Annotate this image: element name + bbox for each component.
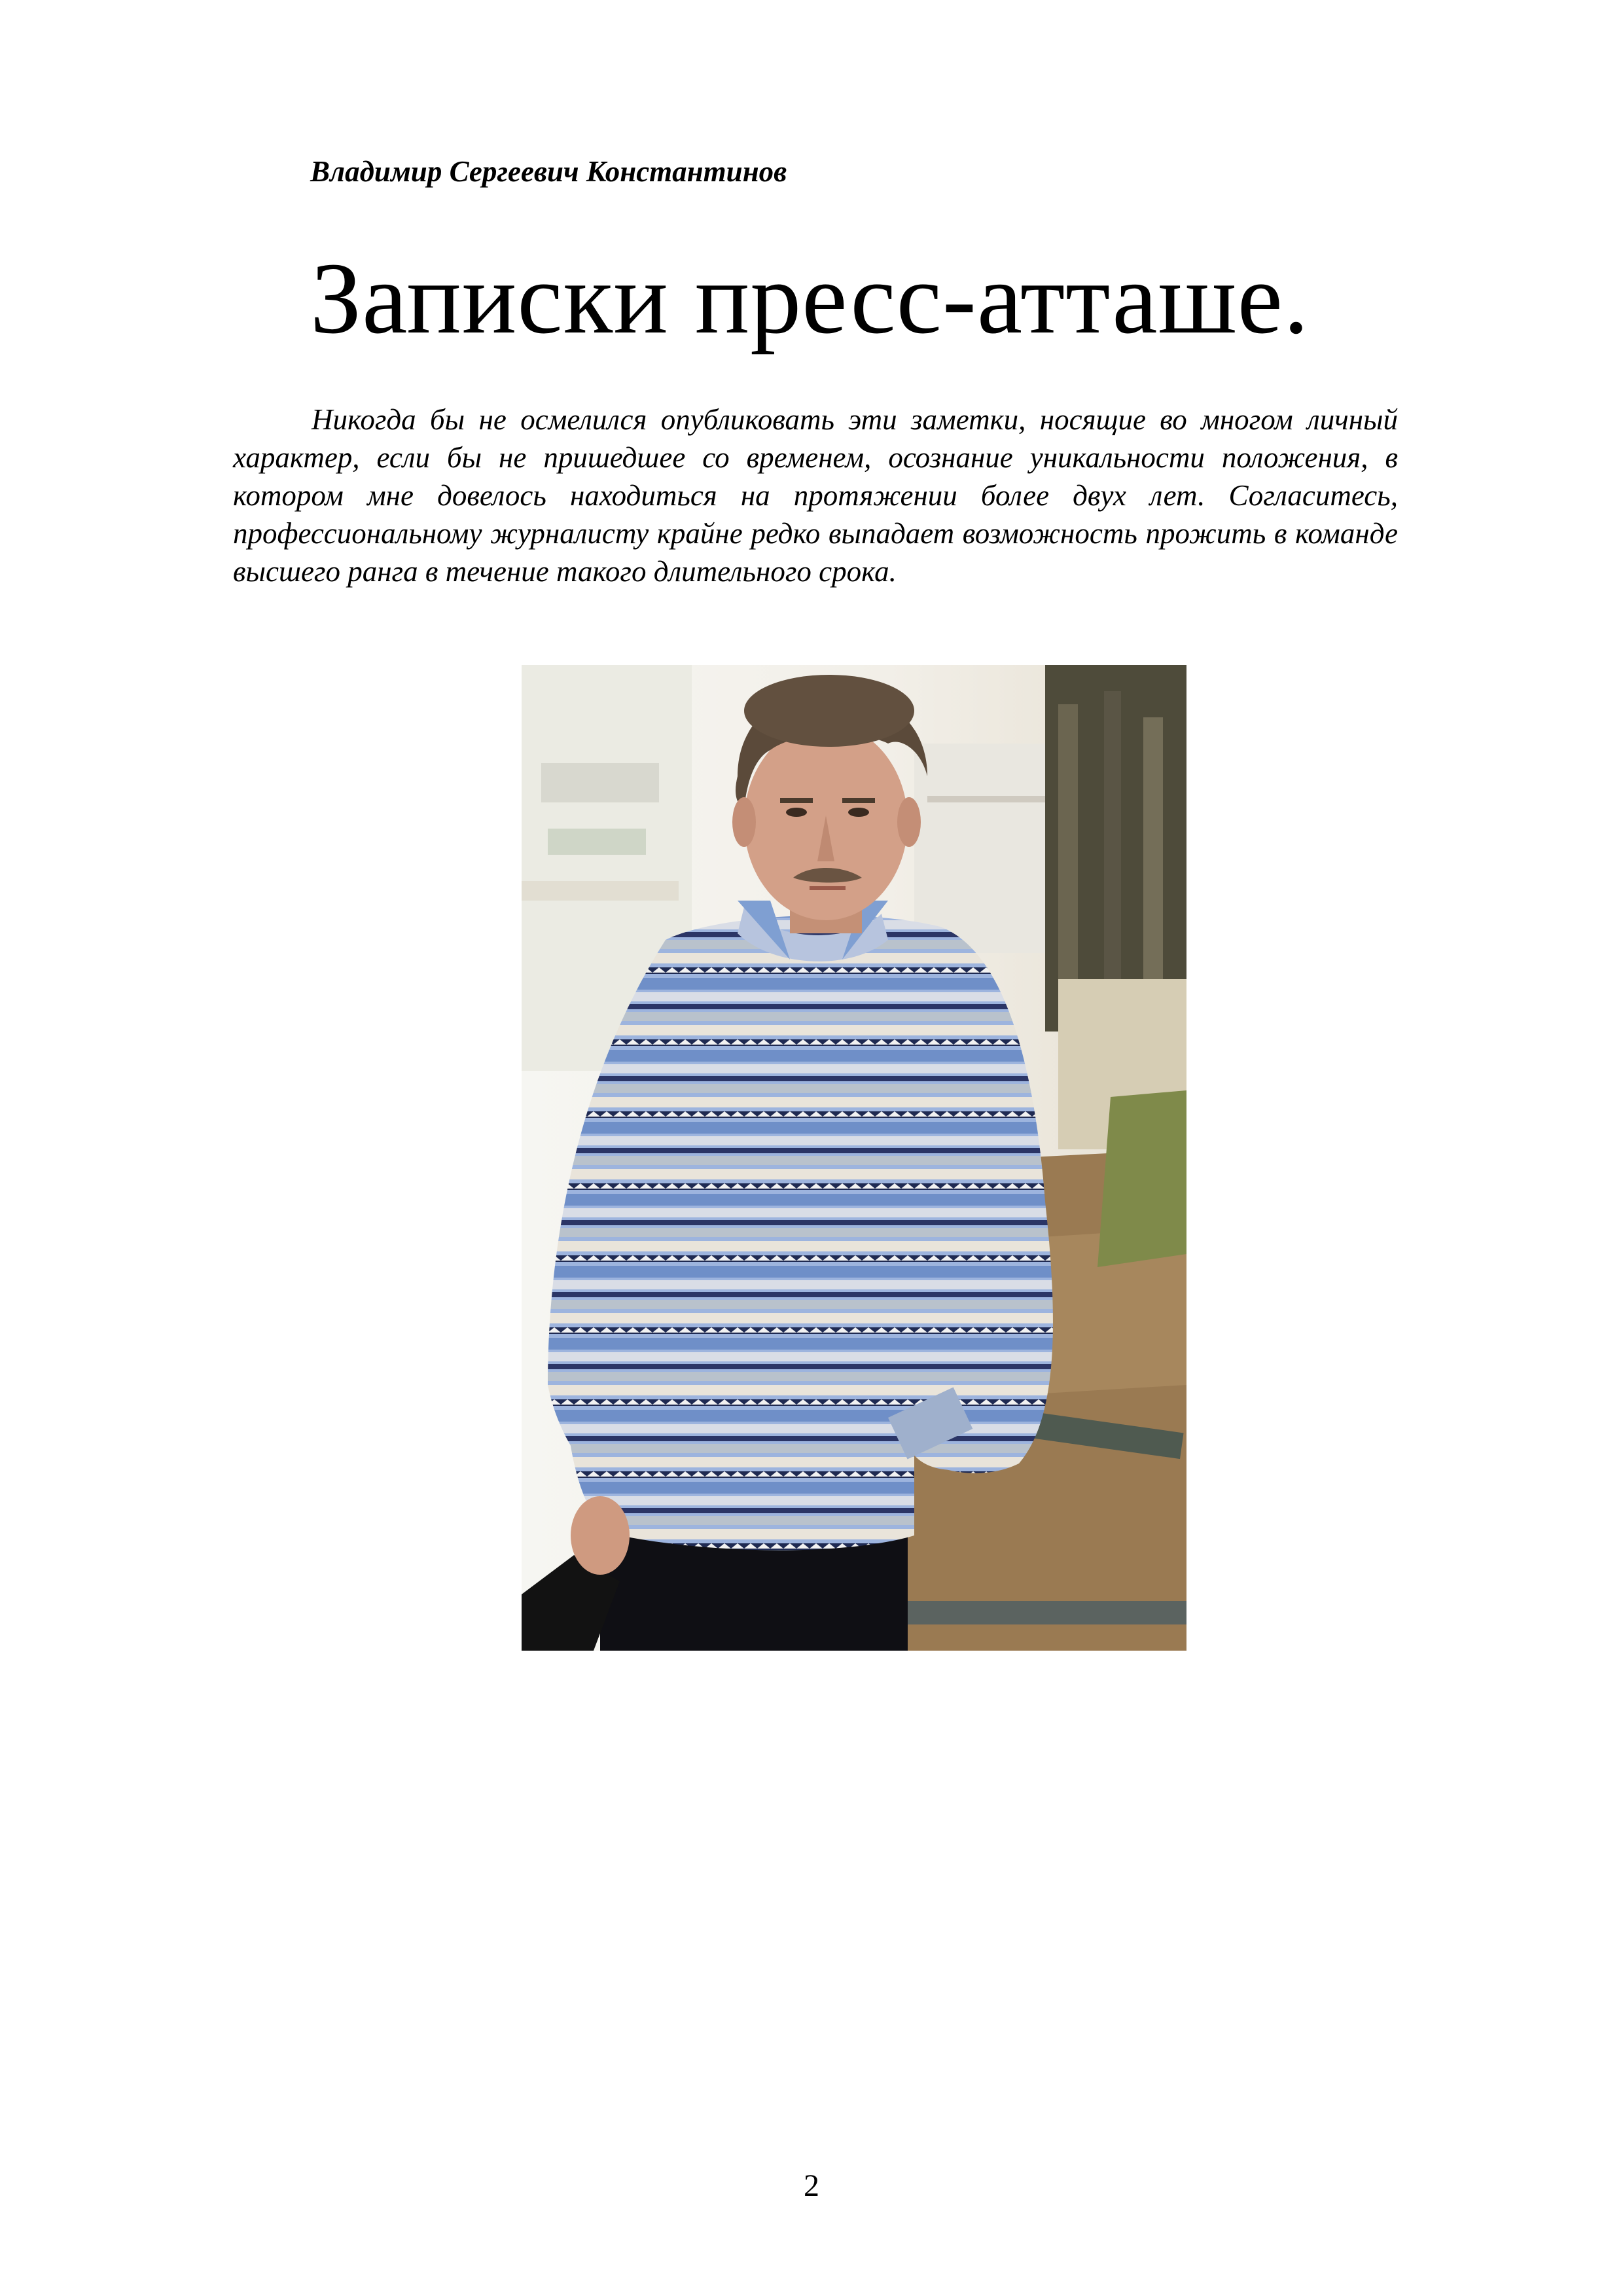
document-title: Записки пресс-атташе. bbox=[310, 242, 1310, 355]
author-name: Владимир Сергеевич Константинов bbox=[310, 155, 787, 188]
author-photo bbox=[522, 665, 1186, 1651]
page-number: 2 bbox=[804, 2168, 819, 2203]
author-photo-illustration bbox=[522, 665, 1186, 1651]
intro-paragraph: Никогда бы не осмелился опубликовать эти заметки, носящие во многом личный характер, если бы не пришедшее со временем, осознание уникальности положения, в котором мне довелось находиться на протяжении более двух лет. Согласитесь, профессиональному журналисту крайне редко выпадает возможность прожить в команде высшего ранга в течение такого длительного срока. bbox=[233, 403, 1398, 588]
